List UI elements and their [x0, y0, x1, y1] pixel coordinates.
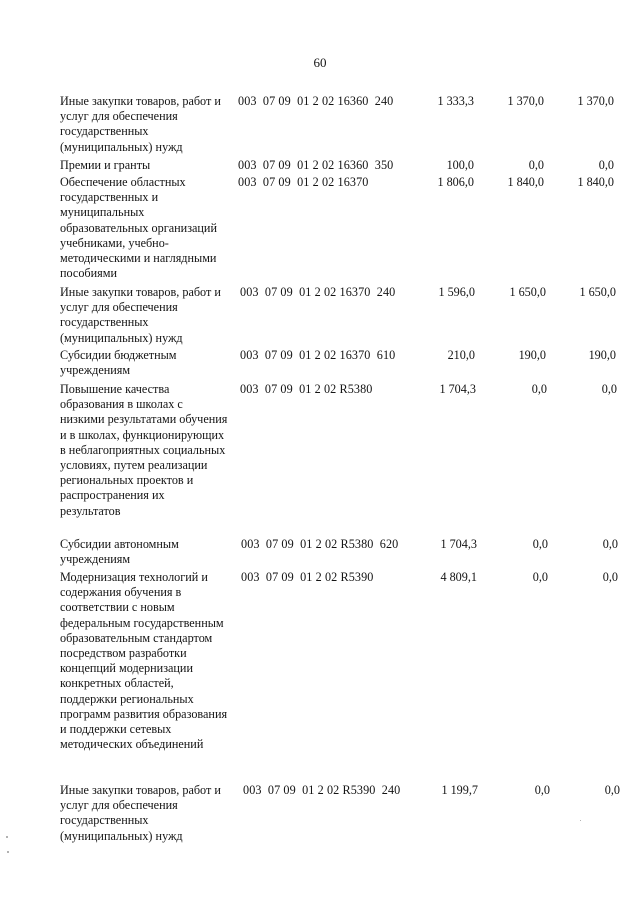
row-value-3: 0,0 [602, 537, 618, 551]
row-name: Премии и гранты [60, 158, 151, 172]
row-value-1: 210,0 [447, 348, 475, 362]
row-code: 003 07 09 01 2 02 16360 240 [238, 94, 394, 108]
row-value-2: 190,0 [518, 348, 546, 362]
row-value-3: 0,0 [601, 382, 617, 396]
row-value-2: 0,0 [531, 382, 547, 396]
row-code: 003 07 09 01 2 02 R5380 [240, 382, 373, 396]
row-value-3: 1 650,0 [579, 285, 616, 299]
row-value-1: 100,0 [446, 158, 474, 172]
row-name: Повышение качества образования в школах с низкими результатами обучения и в школах, функционирующих в неблагоприятных социальных условиях, путем реализации региональных проектов и распространения их результатов [60, 382, 228, 518]
row-code: 003 07 09 01 2 02 16360 350 [238, 158, 394, 172]
row-code: 003 07 09 01 2 02 16370 [238, 175, 369, 189]
scan-speck [6, 836, 8, 838]
row-name: Обеспечение областных государственных и муниципальных образовательных организаций учебниками, учебно-методическими и наглядными пособиями [60, 175, 217, 281]
row-value-1: 1 333,3 [437, 94, 474, 108]
row-value-2: 0,0 [528, 158, 544, 172]
row-code: 003 07 09 01 2 02 R5390 240 [243, 783, 401, 797]
row-value-1: 1 199,7 [441, 783, 478, 797]
row-name: Субсидии автономным учреждениям [60, 537, 179, 567]
row-value-3: 0,0 [598, 158, 614, 172]
row-value-3: 1 840,0 [577, 175, 614, 189]
row-code: 003 07 09 01 2 02 16370 240 [240, 285, 396, 299]
row-value-3: 190,0 [588, 348, 616, 362]
row-value-2: 1 370,0 [507, 94, 544, 108]
row-name: Иные закупки товаров, работ и услуг для обеспечения государственных (муниципальных) нужд [60, 285, 221, 345]
row-value-2: 0,0 [534, 783, 550, 797]
row-code: 003 07 09 01 2 02 R5380 620 [241, 537, 399, 551]
row-code: 003 07 09 01 2 02 16370 610 [240, 348, 396, 362]
row-value-1: 4 809,1 [440, 570, 477, 584]
row-value-3: 1 370,0 [577, 94, 614, 108]
row-value-1: 1 806,0 [437, 175, 474, 189]
row-value-3: 0,0 [604, 783, 620, 797]
scan-speck [580, 820, 581, 821]
row-name: Иные закупки товаров, работ и услуг для обеспечения государственных (муниципальных) нужд [60, 94, 221, 154]
row-value-2: 0,0 [532, 570, 548, 584]
row-value-1: 1 704,3 [439, 382, 476, 396]
row-value-2: 0,0 [532, 537, 548, 551]
row-value-3: 0,0 [602, 570, 618, 584]
scan-speck [7, 851, 9, 853]
row-value-1: 1 596,0 [438, 285, 475, 299]
row-name: Модернизация технологий и содержания обучения в соответствии с новым федеральным государственным образовательным стандартом посредством разработки концепций модернизации конкретных областей, поддержки региональных программ развития образования и поддержки сетевых методических объединений [60, 570, 228, 752]
page-number: 60 [313, 55, 327, 70]
row-name: Иные закупки товаров, работ и услуг для обеспечения государственных (муниципальных) нужд [60, 783, 221, 843]
row-value-2: 1 840,0 [507, 175, 544, 189]
row-name: Субсидии бюджетным учреждениям [60, 348, 177, 378]
row-value-2: 1 650,0 [509, 285, 546, 299]
row-code: 003 07 09 01 2 02 R5390 [241, 570, 374, 584]
row-value-1: 1 704,3 [440, 537, 477, 551]
